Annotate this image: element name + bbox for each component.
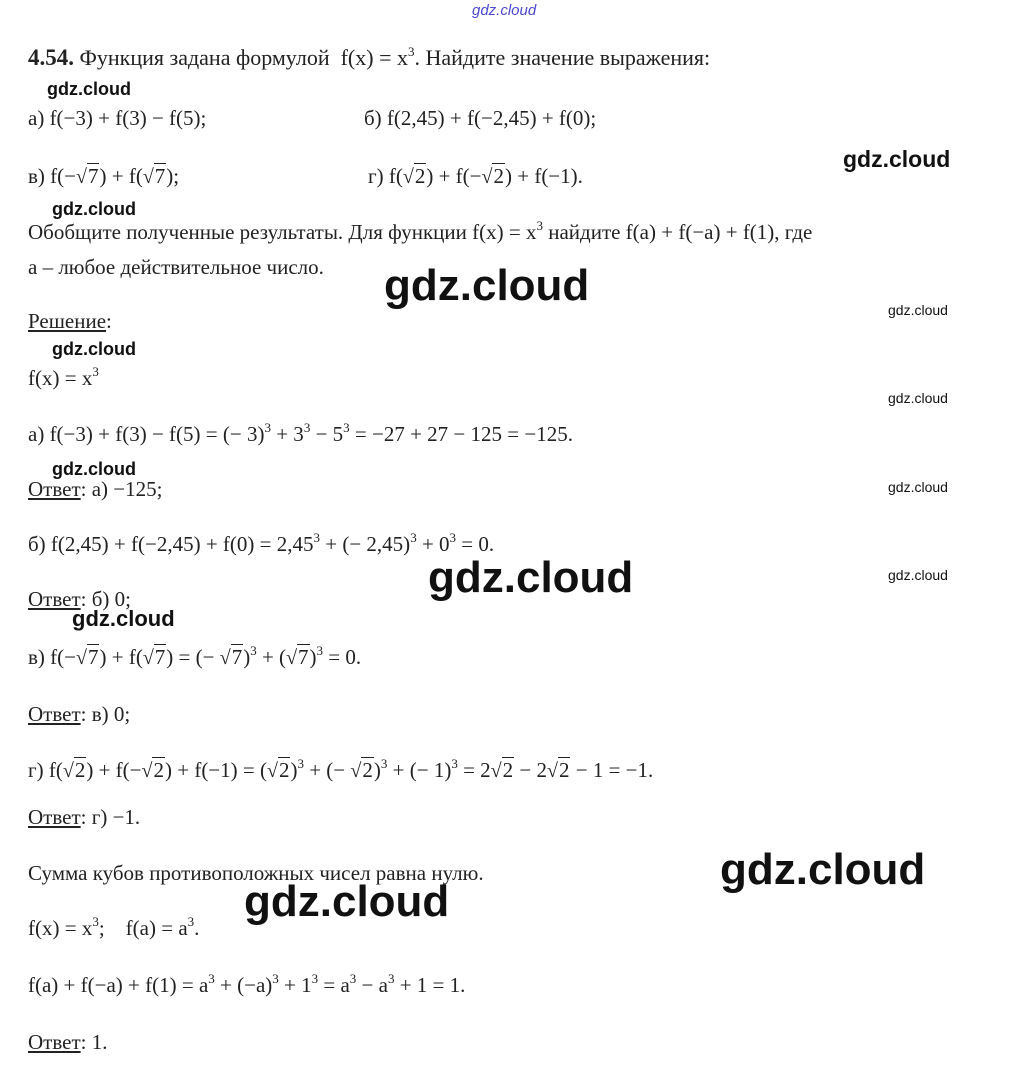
radicand: 2 (502, 758, 514, 782)
solution-a (28, 422, 573, 447)
watermark: gdz.cloud (888, 302, 948, 318)
answer-label: Ответ (28, 702, 81, 726)
answer-value: : г) −1. (80, 805, 141, 829)
generalize-line-1 (28, 220, 812, 245)
exponent: 3 (92, 364, 99, 379)
watermark: gdz.cloud (52, 199, 136, 219)
task-v-text: ); (166, 164, 180, 188)
generalize-text: найдите f(a) + f(−a) + f(1), где (542, 220, 813, 244)
solution-v-text: ) + f( (99, 645, 143, 669)
paren: ) (373, 758, 381, 782)
answer-b (28, 587, 131, 612)
function-cubes: $f(x) = x^3$; $f(a) = a^3$. (28, 914, 200, 940)
solution-v-text: ) = (− (166, 645, 215, 669)
exponent: 3 (297, 756, 304, 771)
function-definition (28, 366, 99, 391)
watermark: gdz.cloud (843, 146, 951, 172)
task-g-text: ) + f(− (426, 164, 482, 188)
task-v (28, 164, 179, 189)
solution-b-text: + 0 (416, 532, 450, 556)
radicand: 2 (362, 758, 373, 782)
exponent: 3 (387, 971, 395, 986)
sqrt-sign: √ (142, 166, 154, 188)
paren: ) (290, 758, 298, 782)
solution-v-text: в) f(− (28, 645, 76, 669)
function-formula: f(x) = x (340, 45, 408, 70)
solution-b-text: = 0. (456, 532, 495, 556)
solution-g-text: + (− 1) (387, 758, 452, 782)
fa-text: f(a) = a (125, 916, 188, 940)
final-text: = a (318, 973, 350, 997)
solution-b (28, 532, 494, 557)
exponent: 3 (303, 420, 311, 435)
watermark-top: gdz.cloud (472, 2, 537, 19)
solution-g-text: − 1 = −1. (570, 758, 654, 782)
radicand: 2 (493, 164, 504, 188)
final-text: + 1 (278, 973, 312, 997)
sqrt-sign: √ (286, 647, 298, 669)
solution-g (28, 758, 653, 783)
sqrt-sign: √ (141, 760, 153, 782)
exponent: 3 (250, 643, 257, 658)
sqrt-sign: √ (76, 647, 87, 669)
exponent: 3 (313, 530, 320, 545)
sqrt-sign: √ (490, 760, 502, 782)
task-v-text: ) + f( (99, 164, 143, 188)
solution-a-text: = −27 + 27 − 125 = −125. (349, 422, 573, 446)
solution-v-text: + ( (256, 645, 287, 669)
radicand: 7 (87, 645, 99, 669)
answer-label: Ответ (28, 587, 81, 611)
exponent: 3 (407, 44, 415, 59)
task-g (368, 164, 583, 189)
problem-number: 4.54. (28, 45, 74, 70)
solution-g-text: ) + f(− (86, 758, 142, 782)
exponent: 3 (264, 420, 271, 435)
statement-text: . Найдите значение выражения: (414, 45, 711, 70)
final-text: + 1 = 1. (394, 973, 466, 997)
radicand: 2 (153, 758, 164, 782)
problem-statement (28, 44, 710, 72)
solution-b-text: + (− 2,45) (320, 532, 411, 556)
exponent: 3 (311, 971, 319, 986)
answer-value: : 1. (80, 1030, 108, 1054)
radicand: 2 (558, 758, 570, 782)
radicand: 7 (154, 645, 166, 669)
statement-text: Функция задана формулой (79, 45, 330, 70)
watermark: gdz.cloud (52, 459, 136, 479)
sqrt-sign: √ (547, 760, 558, 782)
sqrt-sign: √ (76, 166, 87, 188)
watermark-large: gdz.cloud (384, 261, 590, 310)
watermark: gdz.cloud (888, 479, 948, 495)
sqrt-sign: √ (219, 647, 231, 669)
exponent: 3 (272, 971, 279, 986)
radicand: 2 (278, 758, 290, 782)
radicand: 2 (74, 758, 86, 782)
exponent: 3 (449, 530, 457, 545)
watermark-large: gdz.cloud (428, 553, 634, 602)
answer-v (28, 702, 130, 727)
final-text: + (−a) (214, 973, 273, 997)
answer-g (28, 805, 140, 830)
watermark-large: gdz.cloud (720, 845, 926, 894)
final-text: − a (356, 973, 388, 997)
solution-g-text: ) + f(−1) = ( (164, 758, 267, 782)
sqrt-sign: √ (266, 760, 278, 782)
final-answer (28, 1030, 107, 1055)
exponent: 3 (343, 420, 350, 435)
answer-value: : в) 0; (80, 702, 131, 726)
paren: ) (309, 645, 317, 669)
solution-a-text: + 3 (270, 422, 304, 446)
radicand: 7 (87, 164, 99, 188)
final-equation (28, 973, 465, 998)
answer-label: Ответ (28, 477, 81, 501)
answer-label: Ответ (28, 805, 81, 829)
exponent: 3 (208, 971, 215, 986)
solution-g-text: г) f( (28, 758, 63, 782)
radicand: 7 (231, 645, 243, 669)
watermark: gdz.cloud (72, 606, 175, 631)
sqrt-sign: √ (481, 166, 493, 188)
function-definition-text: f(x) = x (28, 366, 93, 390)
exponent: 3 (536, 218, 543, 233)
sqrt-sign: √ (142, 647, 154, 669)
sqrt-sign: √ (62, 760, 74, 782)
watermark-large: gdz.cloud (244, 877, 450, 926)
watermark: gdz.cloud (888, 390, 948, 406)
solution-heading: Решение: (28, 309, 112, 333)
solution-a-text: а) f(−3) + f(3) − f(5) = (− 3) (28, 422, 265, 446)
solution-v-text: = 0. (323, 645, 362, 669)
sqrt-sign: √ (402, 166, 414, 188)
answer-value: : а) −125; (80, 477, 163, 501)
exponent: 3 (316, 643, 324, 658)
paren: ) (243, 645, 251, 669)
radicand: 2 (414, 164, 426, 188)
fx-text: f(x) = x (28, 916, 93, 940)
exponent: 3 (92, 914, 99, 929)
answer-a (28, 477, 162, 502)
exponent: 3 (451, 756, 458, 771)
answer-value: : б) 0; (80, 587, 131, 611)
task-g-text: ) + f(−1). (504, 164, 583, 188)
exponent: 3 (187, 914, 195, 929)
watermark: gdz.cloud (888, 567, 948, 583)
radicand: 7 (298, 645, 309, 669)
summary-text: Сумма кубов противоположных чисел равна нулю. (28, 861, 484, 885)
solution-g-text: − 2 (514, 758, 547, 782)
solution-g-text: = 2 (457, 758, 491, 782)
exponent: 3 (410, 530, 417, 545)
task-g-text: г) f( (368, 164, 403, 188)
exponent: 3 (380, 756, 388, 771)
solution-heading-text: Решение (28, 309, 107, 333)
task-b: б) f(2,45) + f(−2,45) + f(0); (364, 106, 597, 130)
task-v-text: в) f(− (28, 164, 76, 188)
solution-b-text: б) f(2,45) + f(−2,45) + f(0) = 2,45 (28, 532, 314, 556)
answer-label: Ответ (28, 1030, 81, 1054)
task-a: а) f(−3) + f(3) − f(5); (28, 106, 207, 130)
sqrt-sign: √ (350, 760, 362, 782)
watermark: gdz.cloud (52, 339, 136, 359)
solution-g-text: + (− (303, 758, 346, 782)
solution-v (28, 645, 361, 670)
radicand: 7 (154, 164, 166, 188)
generalize-text: Обобщите полученные результаты. Для функции f(x) = x (28, 220, 537, 244)
generalize-line-2: a – любое действительное число. (28, 255, 324, 279)
solution-a-text: − 5 (310, 422, 344, 446)
watermark: gdz.cloud (47, 79, 131, 99)
final-text: f(a) + f(−a) + f(1) = a (28, 973, 209, 997)
exponent: 3 (349, 971, 357, 986)
